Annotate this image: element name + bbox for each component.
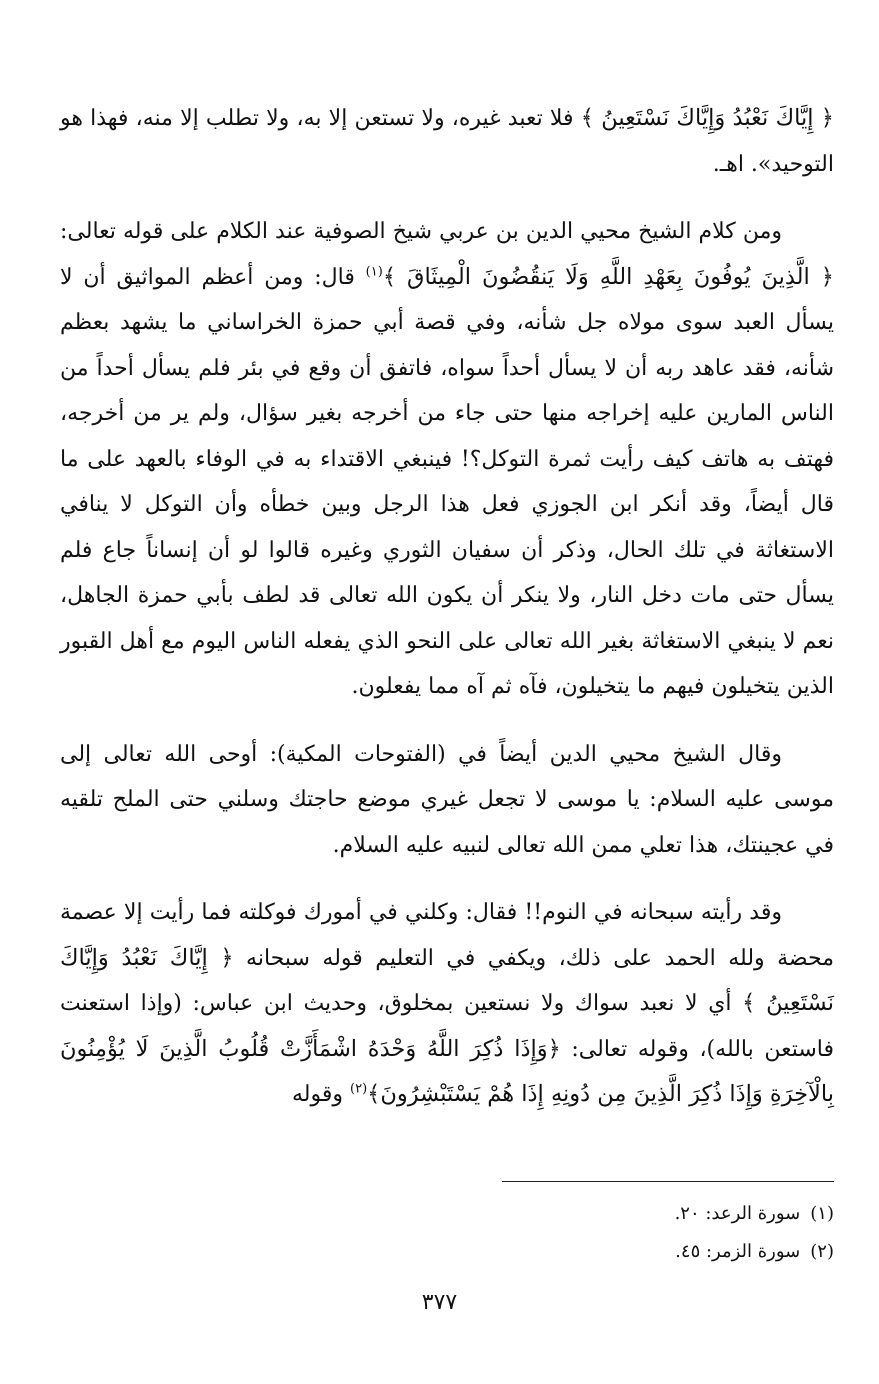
quran-verse: ﴿ الَّذِينَ يُوفُونَ بِعَهْدِ اللَّهِ وَلَا يَنقُضُونَ الْمِيثَاقَ ﴾ (382, 263, 834, 290)
paragraph (60, 209, 834, 710)
paragraph-text: أي لا نعبد سواك ولا نستعين بمخلوق، وحديث ابن عباس: (وإذا استعنت فاستعن بالله)، وقوله تعالى: (60, 991, 834, 1062)
quran-verse: ﴿وَإِذَا ذُكِرَ اللَّهُ وَحْدَهُ اشْمَأَزَّتْ قُلُوبُ الَّذِينَ لَا يُؤْمِنُونَ بِالْآخِرَةِ وَإِذَا ذُكِرَ الَّذِينَ مِن دُونِهِ إِذَا هُمْ يَسْتَبْشِرُونَ﴾ (60, 1035, 834, 1107)
paragraph-text: وقال الشيخ محيي الدين أيضاً في (الفتوحات المكية): أوحى الله تعالى إلى موسى عليه السلام: يا موسى لا تجعل غيري موضع حاجتك وسلني حتى الملح تلقيه في عجينتك، هذا تعلي ممن الله تعالى لنبيه عليه السلام. (60, 741, 834, 858)
quran-verse: ﴿ إِيَّاكَ نَعْبُدُ وَإِيَّاكَ نَسْتَعِينُ ﴾ (60, 944, 834, 1016)
paragraph-text: وقد رأيته سبحانه في النوم!! فقال: وكلني في أمورك فوكلته فما رأيت إلا عصمة محضة ولله الحمد على ذلك، ويكفي في التعليم قوله سبحانه (60, 900, 834, 971)
footnote-1 (434, 1195, 834, 1233)
footnote-number: (٢) (810, 1241, 834, 1262)
book-page-body (60, 96, 834, 1118)
paragraph (60, 890, 834, 1118)
paragraph-text: قال: ومن أعظم المواثيق أن لا يسأل العبد سوى مولاه جل شأنه، وفي قصة أبي حمزة الخراساني ما يشهد بعظم شأنه، فقد عاهد ربه أن لا يسأل أحداً سواه، فاتفق أن وقع في بئر فلم يسأل أحداً من الناس المارين عليه إخراجه منها حتى جاء من أخرجه بغير سؤال، ولم ير من أخرجه، فهتف به هاتف كيف رأيت ثمرة التوكل؟! فينبغي الاقتداء به في الوفاء بالعهد على ما قال أيضاً، وقد أنكر ابن الجوزي فعل هذا الرجل وبين خطأه وأن التوكل لا ينافي الاستغاثة في تلك الحال، وذكر أن سفيان الثوري وغيره قالوا لو أن إنساناً جاع فلم يسأل حتى مات دخل النار، ولا ينكر أن يكون الله تعالى قد لطف بأبي حمزة الجاهل، نعم لا ينبغي الاستغاثة بغير الله تعالى على النحو الذي يفعله الناس اليوم مع أهل القبور الذين يتخيلون فيهم ما يتخيلون، فآه ثم آه مما يفعلون. (60, 264, 834, 699)
footnote-text: سورة الرعد: ٢٠. (674, 1203, 801, 1224)
footnote-separator (502, 1181, 834, 1182)
paragraph (60, 732, 834, 869)
paragraph (60, 96, 834, 187)
paragraph-text: وقوله (292, 1082, 351, 1107)
footnote-number: (١) (810, 1203, 834, 1224)
page-number: ٣٧٧ (421, 1290, 458, 1315)
footnotes (434, 1195, 834, 1271)
footnote-reference: (٢) (350, 1081, 368, 1097)
paragraph-text: فلا تعبد غيره، ولا تستعن إلا به، ولا تطلب إلا منه، فهذا هو التوحيد». اهـ. (60, 106, 834, 177)
quran-verse: ﴿ إِيَّاكَ نَعْبُدُ وَإِيَّاكَ نَسْتَعِينُ ﴾ (580, 105, 834, 131)
footnote-2 (434, 1233, 834, 1271)
paragraph-text: ومن كلام الشيخ محيي الدين بن عربي شيخ الصوفية عند الكلام على قوله تعالى: (60, 219, 782, 244)
footnote-reference: (١) (365, 264, 383, 280)
footnote-text: سورة الزمر: ٤٥. (675, 1241, 801, 1262)
